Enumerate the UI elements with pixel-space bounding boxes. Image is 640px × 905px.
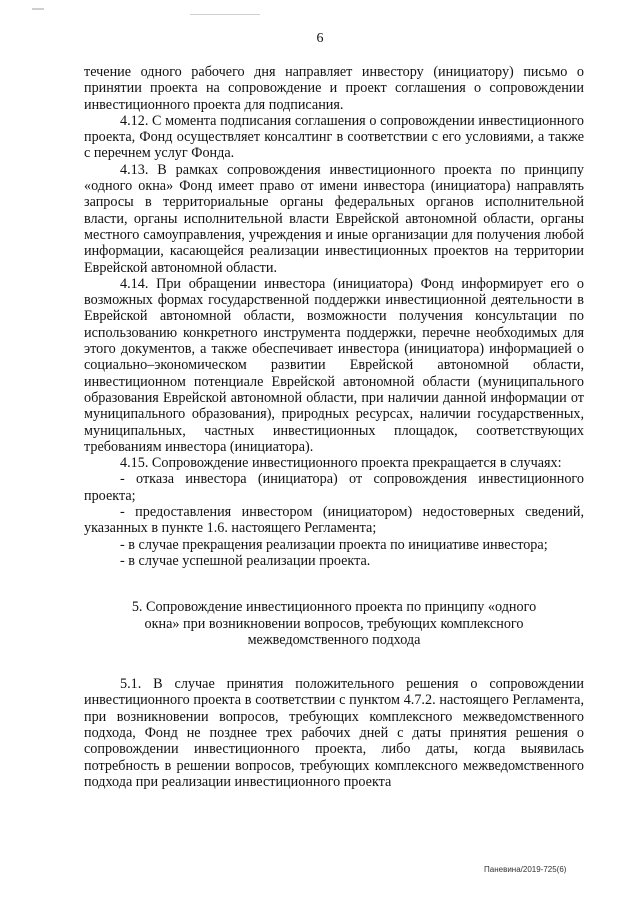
section-heading: 5. Сопровождение инвестиционного проекта по принципу «одного окна» при возникновении вопросов, требующих комплексного межведомственного подхода: [131, 599, 537, 648]
scan-artifact: [190, 14, 260, 15]
list-item: - предоставления инвестором (инициатором) недостоверных сведений, указанных в пункте 1.6. настоящего Регламента;: [84, 504, 584, 537]
paragraph-4-15: 4.15. Сопровождение инвестиционного проекта прекращается в случаях:: [120, 455, 562, 472]
paragraph-4-12: 4.12. С момента подписания соглашения о сопровождении инвестиционного проекта, Фонд осуществляет консалтинг в соответствии с его условиями, а также с перечнем услуг Фонда.: [84, 112, 584, 162]
page-number: 6: [316, 31, 324, 46]
paragraph-4-14: 4.14. При обращении инвестора (инициатора) Фонд информирует его о возможных формах государственной поддержки инвестиционной деятельности в Еврейской автономной области, возможности получения консультации по использованию конкретного инструмента поддержки, перечне необходимых для этого документов, а также обеспечивает инвестора (инициатора) информацией о социально–экономическом развитии Еврейской автономной области, инвестиционном потенциале Еврейской автономной области (муниципального образования Еврейской автономной области, при наличии данной информации от муниципального образования), природных ресурсах, наличии государственных, муниципальных, частных инвестиционных площадок, соответствующих требованиям инвестора (инициатора).: [84, 275, 584, 455]
document-code: Паневина/2019-725(6): [484, 865, 567, 874]
paragraph-4-13: 4.13. В рамках сопровождения инвестиционного проекта по принципу «одного окна» Фонд имеет право от имени инвестора (инициатора) направлять запросы в территориальные органы федеральных органов исполнительной власти, органы исполнительной власти Еврейской автономной области, органы местного самоуправления, учреждения и иные организации для получения любой информации, касающейся реализации инвестиционных проектов на территории Еврейской автономной области.: [84, 161, 584, 276]
scan-artifact: [32, 8, 44, 10]
paragraph-5-1: 5.1. В случае принятия положительного решения о сопровождении инвестиционного проекта в соответствии с пунктом 4.7.2. настоящего Регламента, при возникновении вопросов, требующих комплексного межведомственного подхода, Фонд не позднее трех рабочих дней с даты принятия решения о сопровождении инвестиционного проекта, либо даты, когда выявилась потребность в решении вопросов, требующих комплексного межведомственного подхода при реализации инвестиционного проекта: [84, 676, 584, 790]
list-item: - в случае успешной реализации проекта.: [120, 552, 371, 569]
document-body: [84, 64, 584, 790]
list-item: - отказа инвестора (инициатора) от сопровождения инвестиционного проекта;: [84, 471, 584, 504]
paragraph-continuation: течение одного рабочего дня направляет инвестору (инициатору) письмо о принятии проекта на сопровождение и проект соглашения о сопровождении инвестиционного проекта для подписания.: [84, 64, 584, 113]
list-item: - в случае прекращения реализации проекта по инициативе инвестора;: [120, 536, 548, 553]
